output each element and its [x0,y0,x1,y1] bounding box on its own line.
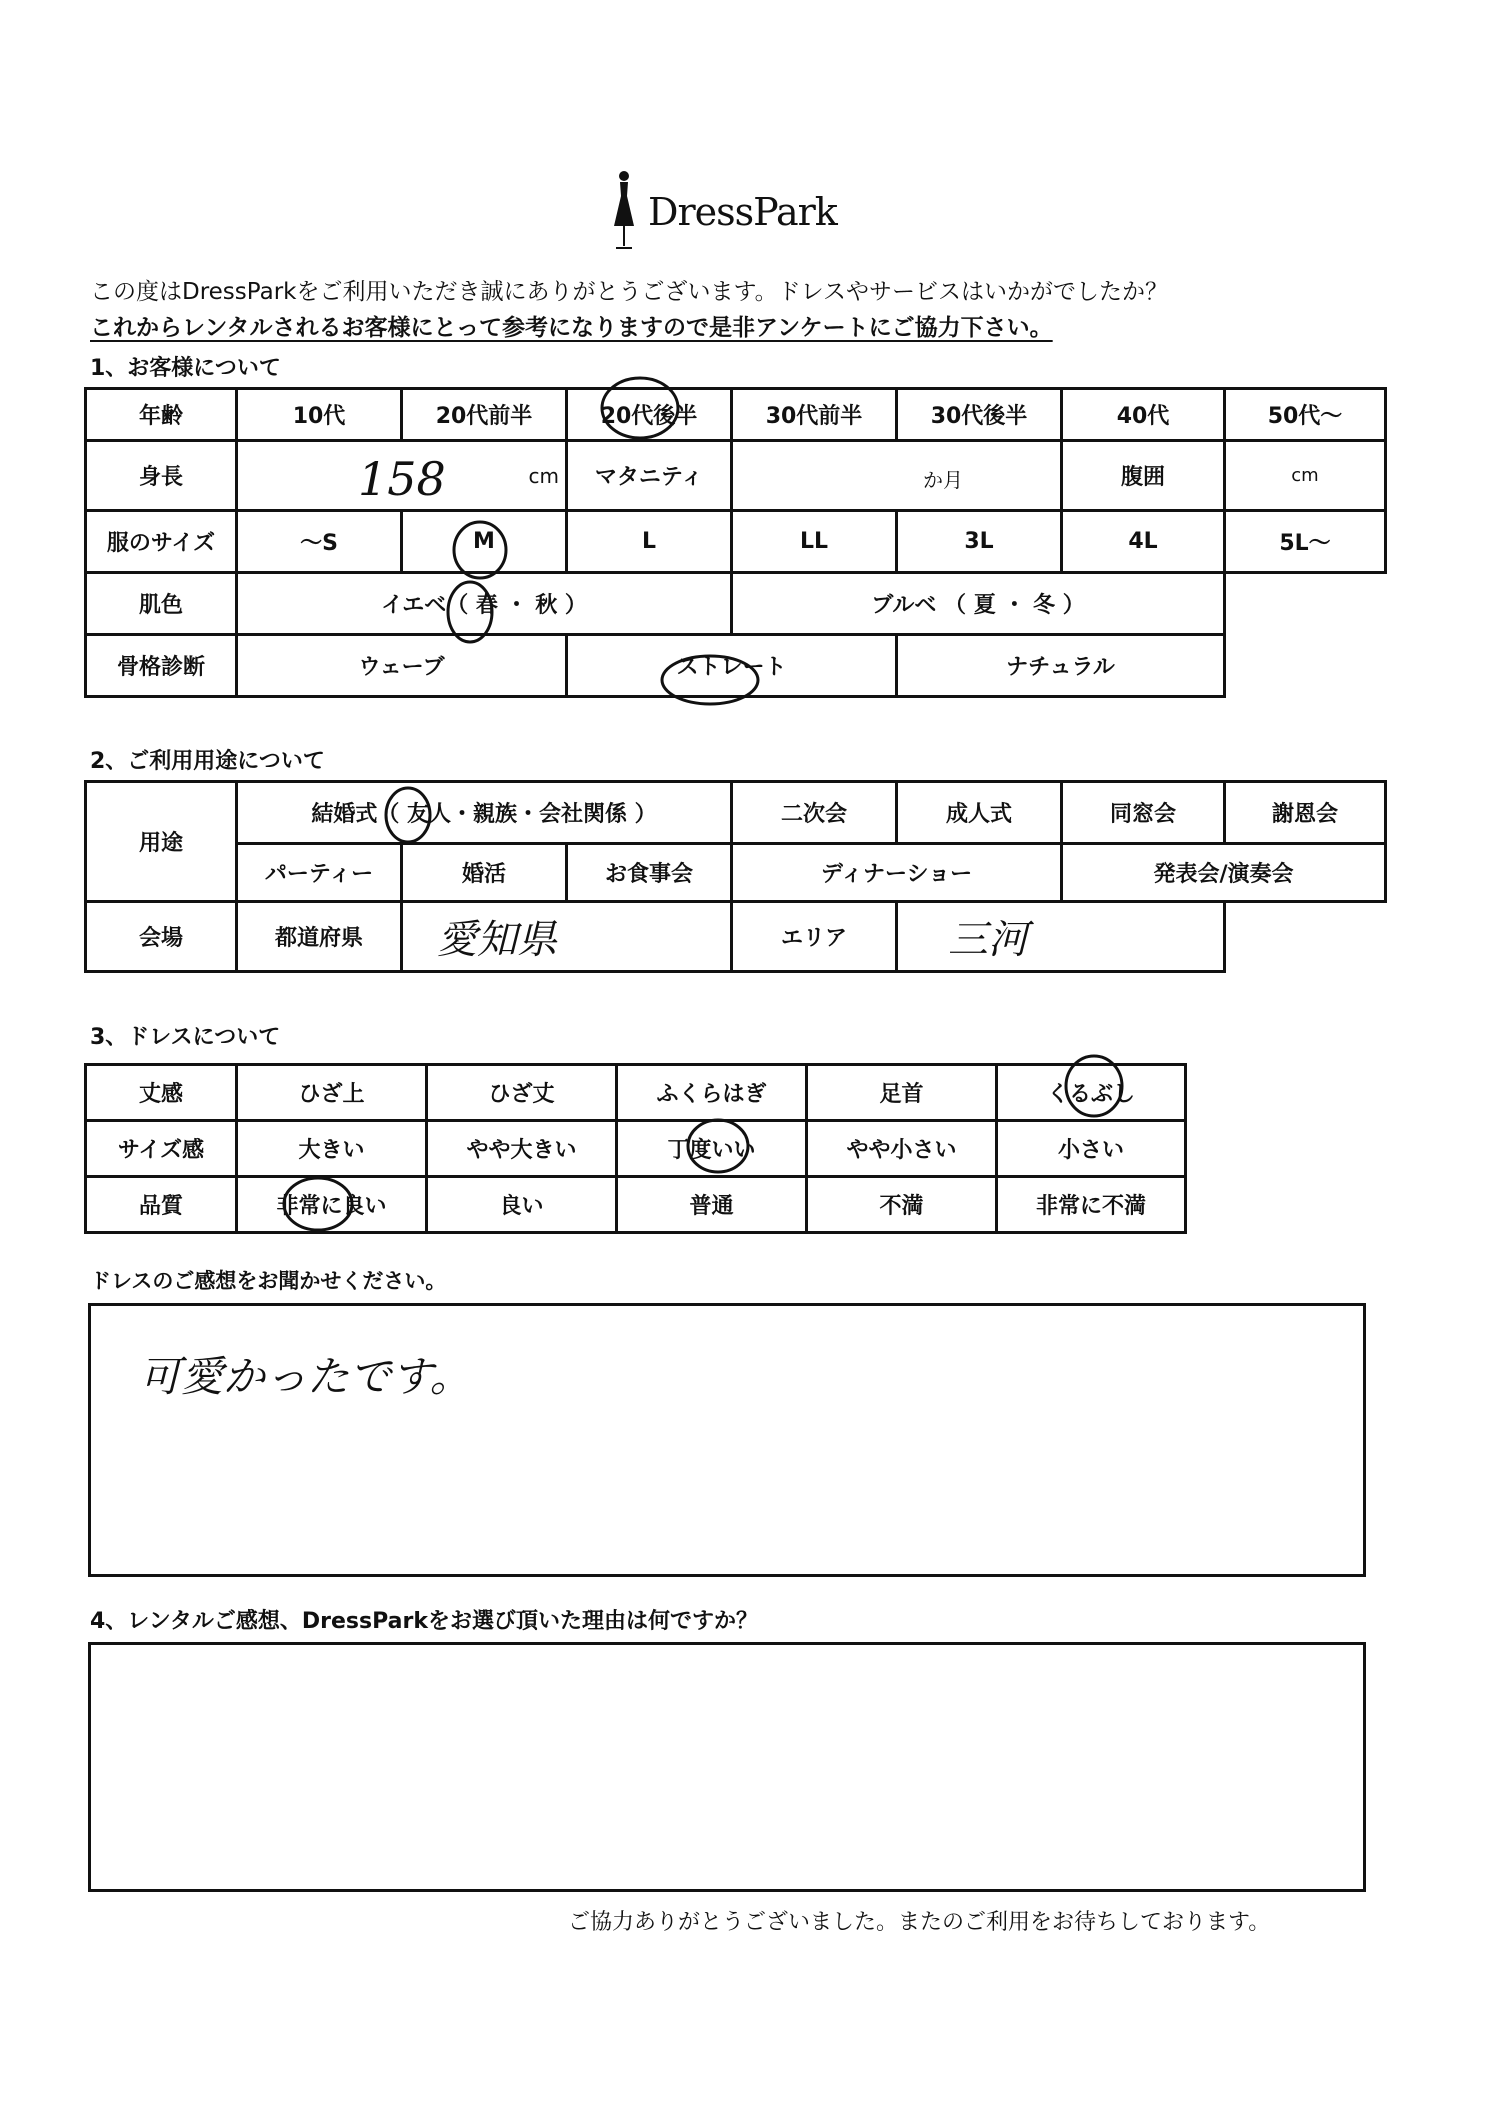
maternity-unit: か月 [923,468,963,492]
height-unit: cm [528,464,559,488]
usage-option[interactable]: 謝恩会 [1225,782,1386,844]
size-option[interactable]: L [567,511,732,573]
bone-option[interactable]: ウェーブ [237,635,567,697]
dress-table [84,1063,1187,1234]
quality-option[interactable]: 不満 [807,1177,997,1233]
usage-option[interactable]: パーティー [237,844,402,902]
bone-row [86,635,1386,697]
area-value: 三河 [948,917,1028,963]
length-option[interactable]: ひざ丈 [427,1065,617,1121]
length-option[interactable]: 足首 [807,1065,997,1121]
venue-label: 会場 [86,902,237,972]
age-label: 年齢 [86,389,237,441]
height-field[interactable] [237,441,567,511]
maternity-field[interactable] [732,441,1062,511]
prefecture-field[interactable] [402,902,732,972]
maternity-label: マタニティ [567,441,732,511]
skin-cool-option[interactable]: ブルベ （ 夏 ・ 冬 ） [732,573,1225,635]
size-option[interactable]: 3L [897,511,1062,573]
size-option[interactable]: LL [732,511,897,573]
age-option[interactable]: 40代 [1062,389,1225,441]
fit-option[interactable]: やや小さい [807,1121,997,1177]
size-option-selected[interactable]: M [402,511,567,573]
quality-option[interactable]: 良い [427,1177,617,1233]
prefecture-value: 愛知県 [437,917,557,963]
usage-option[interactable]: 発表会/演奏会 [1062,844,1386,902]
usage-option[interactable]: ディナーショー [732,844,1062,902]
empty-cell [1225,635,1386,697]
usage-row-2 [86,844,1386,902]
waist-field[interactable]: cm [1225,441,1386,511]
impressions-textarea[interactable] [88,1303,1366,1577]
usage-option[interactable]: 成人式 [897,782,1062,844]
fit-option[interactable]: 小さい [997,1121,1186,1177]
size-row [86,511,1386,573]
empty-cell [1225,573,1386,635]
section-4-title: 4、レンタルご感想、DressParkをお選び頂いた理由は何ですか？ [90,1609,758,1634]
fit-label: サイズ感 [86,1121,237,1177]
fit-row [86,1121,1186,1177]
reason-textarea[interactable] [88,1642,1366,1892]
skin-label: 肌色 [86,573,237,635]
area-label: エリア [732,902,897,972]
size-option[interactable]: 〜S [237,511,402,573]
height-row [86,441,1386,511]
customer-info-table [84,387,1387,698]
section-2-title: 2、ご利用用途について [90,749,325,774]
usage-option[interactable]: 婚活 [402,844,567,902]
intro-line-1: この度はDressParkをご利用いただき誠にありがとうございます。ドレスやサービスはいかがでしたか？ [90,279,1168,305]
usage-table [84,780,1387,973]
bone-label: 骨格診断 [86,635,237,697]
impressions-answer: 可愛かったです。 [139,1352,472,1401]
skin-warm-option[interactable]: イエベ（ 春 ・ 秋 ） [237,573,732,635]
age-option-selected[interactable]: 20代後半 [567,389,732,441]
size-label: 服のサイズ [86,511,237,573]
venue-row [86,902,1386,972]
intro-line-2: これからレンタルされるお客様にとって参考になりますので是非アンケートにご協力下さい。 [90,315,1053,341]
bone-option[interactable]: ナチュラル [897,635,1225,697]
brand-logo-text: DressPark [648,190,837,234]
usage-option[interactable]: お食事会 [567,844,732,902]
usage-option[interactable]: 二次会 [732,782,897,844]
fit-option[interactable]: やや大きい [427,1121,617,1177]
height-value: 158 [358,452,446,506]
quality-option[interactable]: 普通 [617,1177,807,1233]
age-option[interactable]: 10代 [237,389,402,441]
length-option[interactable]: ふくらはぎ [617,1065,807,1121]
age-option[interactable]: 20代前半 [402,389,567,441]
length-row [86,1065,1186,1121]
empty-cell [1225,902,1386,972]
usage-row-1 [86,782,1386,844]
size-option[interactable]: 5L〜 [1225,511,1386,573]
age-option[interactable]: 30代後半 [897,389,1062,441]
section-1-title: 1、お客様について [90,356,281,381]
quality-label: 品質 [86,1177,237,1233]
usage-option[interactable]: 同窓会 [1062,782,1225,844]
waist-label: 腹囲 [1062,441,1225,511]
size-option[interactable]: 4L [1062,511,1225,573]
length-option-selected[interactable]: くるぶし [997,1065,1186,1121]
section-3-title: 3、ドレスについて [90,1025,281,1050]
bone-option-selected[interactable]: ストレート [567,635,897,697]
quality-option[interactable]: 非常に不満 [997,1177,1186,1233]
length-label: 丈感 [86,1065,237,1121]
quality-option-selected[interactable]: 非常に良い [237,1177,427,1233]
age-row [86,389,1386,441]
height-label: 身長 [86,441,237,511]
fit-option-selected[interactable]: 丁度いい [617,1121,807,1177]
age-option[interactable]: 50代〜 [1225,389,1386,441]
age-option[interactable]: 30代前半 [732,389,897,441]
length-option[interactable]: ひざ上 [237,1065,427,1121]
wedding-option[interactable]: 結婚式（ 友人・親族・会社関係 ） [237,782,732,844]
usage-label: 用途 [86,782,237,902]
skin-row [86,573,1386,635]
thank-you-footer: ご協力ありがとうございました。またのご利用をお待ちしております。 [568,1910,1271,1935]
prefecture-label: 都道府県 [237,902,402,972]
quality-row [86,1177,1186,1233]
area-field[interactable] [897,902,1225,972]
fit-option[interactable]: 大きい [237,1121,427,1177]
impressions-title: ドレスのご感想をお聞かせください。 [90,1269,447,1293]
